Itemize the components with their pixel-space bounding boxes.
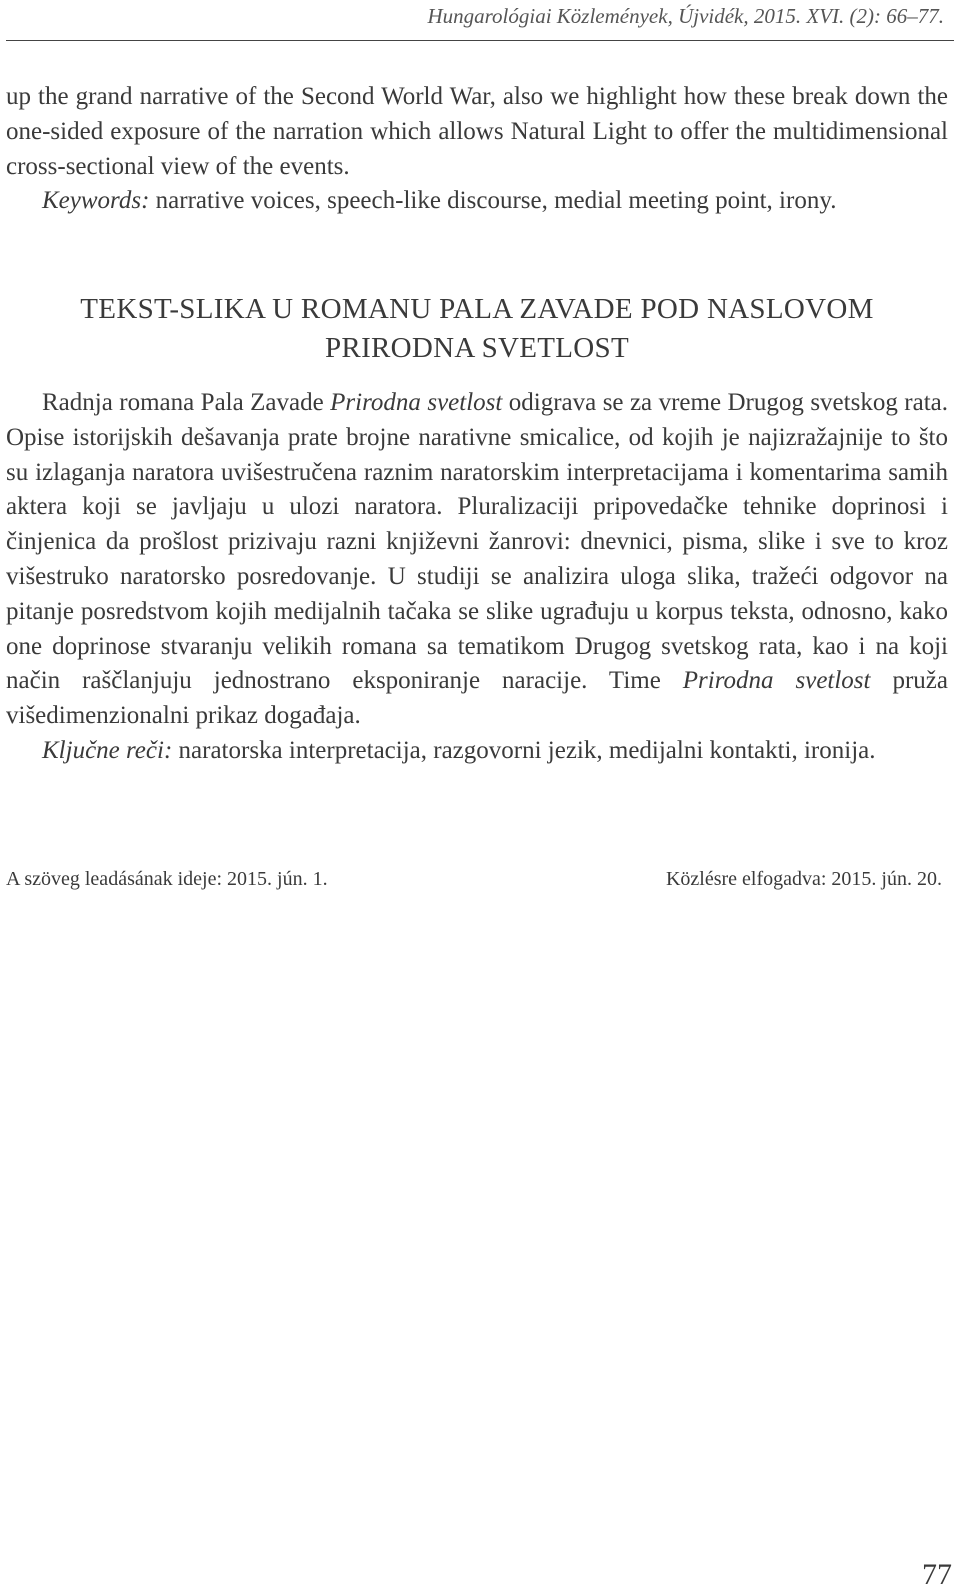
novel-title-1: Prirodna svetlost xyxy=(330,389,503,416)
sazetak-paragraph xyxy=(6,386,948,734)
novel-title-2: Prirodna svetlost xyxy=(682,667,871,695)
accepted-date: Közlésre elfogadva: 2015. jún. 20. xyxy=(665,868,942,890)
english-abstract xyxy=(6,80,948,219)
section-title-line-2: PRIRODNA SVETLOST xyxy=(325,332,629,364)
keywords-line xyxy=(6,184,948,219)
abstract-text: up the grand narrative of the Second World War, also we highlight how these break down the one-sided exposure of the narration which allows Natural Light to offer the multidimensional cross-sectional view of the events. xyxy=(6,83,948,180)
sazetak-part-2: odigrava se za vreme Drugog svetskog rata. Opise istorijskih dešavanja prate brojne narativne smicalice, od kojih je najizražajnije to što su izlaganja naratora uvišestručena raznim naratorskim interpretacijama i komentarima samih aktera koji se javljaju u ulozi naratora. Pluralizaciji pripovedačke tehnike doprinosi i činjenica da prošlost prizivaju razni književni žanrovi: dnevnici, pisma, slike i sve to kroz višestruko naratorsko posredovanje. U studiji se analizira uloga slika, tražeći odgovor na pitanje posredstvom kojih medijalnih tačaka se slike ugrađuju u korpus teksta, odnosno, kako one doprinose stvaranju velikih romana sa tematikom Drugog svetskog rata, kao i na koji način raščlanjuju jednostrano eksponiranje naracije. Time xyxy=(6,389,948,695)
page-number: 77 xyxy=(922,1558,952,1591)
keywords-label: Keywords: xyxy=(42,187,150,215)
submission-dates xyxy=(6,868,942,891)
keywords-text: narrative voices, speech-like discourse, medial meeting point, irony. xyxy=(155,187,837,215)
sazetak-part-3: pruža višedimenzionalni prikaz događaja. xyxy=(6,667,948,730)
kljucne-reci-text: naratorska interpretacija, razgovorni jezik, medijalni kontakti, ironija. xyxy=(172,736,876,764)
section-title-line-1: TEKST-SLIKA U ROMANU PALA ZAVADE POD NASLOVOM xyxy=(80,293,874,325)
header-rule xyxy=(6,40,954,41)
submitted-date: A szöveg leadásának ideje: 2015. jún. 1. xyxy=(6,868,328,890)
kljucne-reci-line xyxy=(6,734,948,769)
running-head: Hungarológiai Közlemények, Újvidék, 2015. XVI. (2): 66–77. xyxy=(427,4,944,28)
section-title xyxy=(6,290,948,368)
serbian-abstract xyxy=(6,386,948,769)
sazetak-part-1: Radnja romana Pala Zavade xyxy=(42,389,331,416)
kljucne-reci-label: Ključne reči: xyxy=(42,736,173,764)
